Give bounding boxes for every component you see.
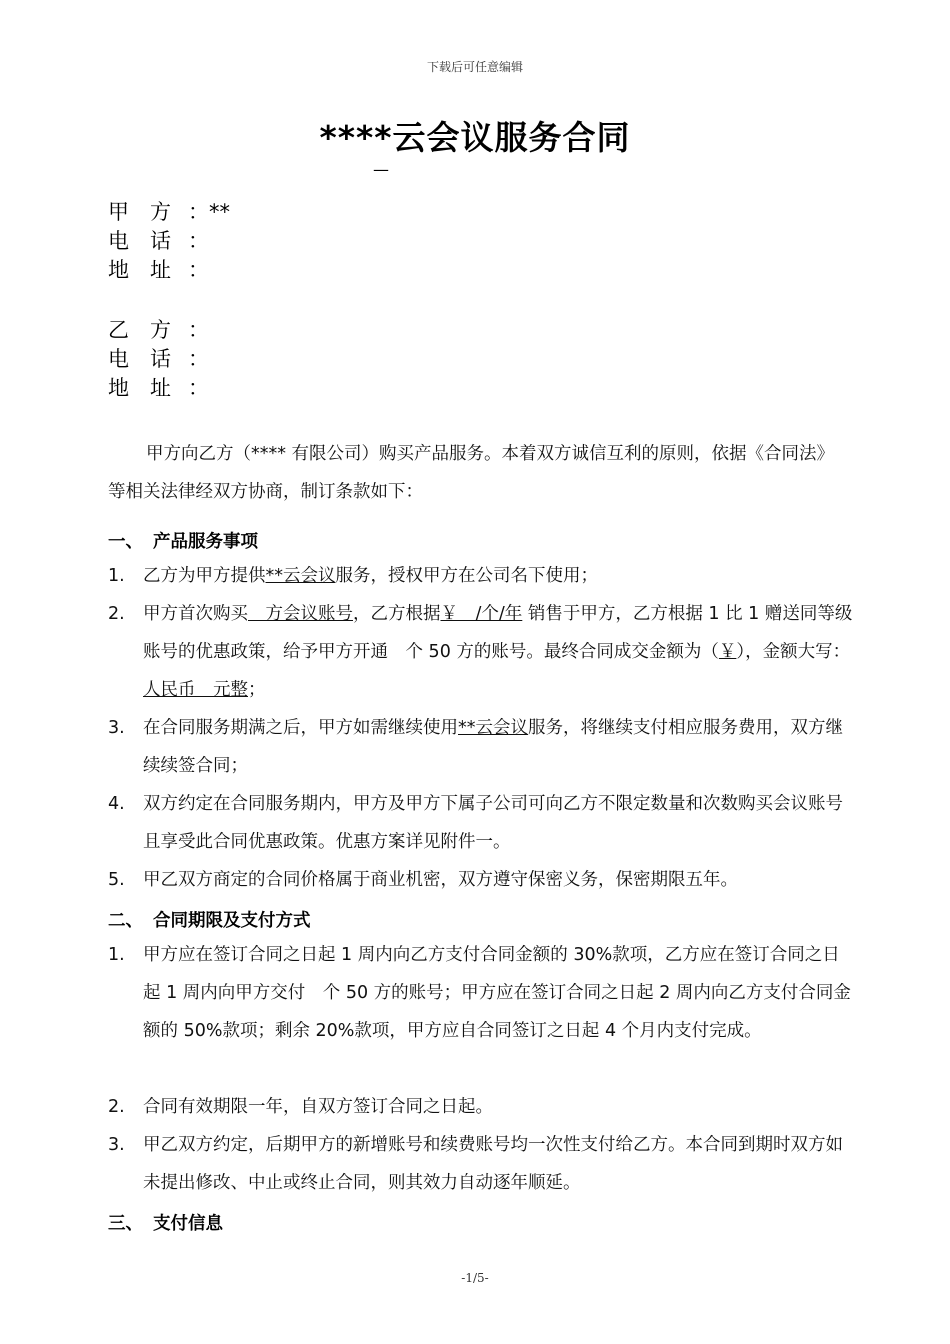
section-2-item-1	[108, 936, 853, 1050]
item-number: 2.	[108, 604, 125, 624]
section-1-heading	[108, 528, 258, 553]
section-3-heading	[108, 1210, 223, 1235]
colon: ：	[188, 347, 209, 371]
section-1-item-2	[108, 595, 853, 709]
party-a-name-value: **	[209, 200, 230, 224]
section-1-item-4	[108, 785, 853, 861]
item-number: 5.	[108, 870, 125, 890]
header-note: 下载后可任意编辑	[426, 60, 523, 74]
item-text: 乙方为甲方提供**云会议服务，授权甲方在公司名下使用；	[143, 566, 598, 586]
document-title: ****云会议服务合同	[319, 118, 631, 157]
colon: ：	[188, 200, 209, 224]
party-a-name	[108, 198, 230, 227]
section-2-number: 二、	[108, 911, 143, 931]
party-a-address-label: 地 址	[108, 258, 171, 282]
party-a-name-label: 甲 方	[108, 200, 171, 224]
item-text: 合同有效期限一年，自双方签订合同之日起。	[143, 1097, 493, 1117]
party-b-name-label: 乙 方	[108, 318, 171, 342]
item-text: 甲乙双方商定的合同价格属于商业机密，双方遵守保密义务，保密期限五年。	[143, 870, 738, 890]
item-number: 1.	[108, 566, 125, 586]
title-dash: —	[373, 160, 389, 179]
party-b-name	[108, 316, 209, 345]
section-1-item-5	[108, 861, 853, 899]
item-number: 1.	[108, 945, 125, 965]
section-2-title: 合同期限及支付方式	[153, 911, 311, 931]
item-text: 甲方首次购买 方会议账号，乙方根据￥ /个/年 销售于甲方，乙方根据 1 比 1 赠送同等级账号的优惠政策，给予甲方开通 个 50 方的账号。最终合同成交金额为（￥），金额大写：人民币 元整；	[143, 604, 853, 700]
item-text: 双方约定在合同服务期内，甲方及甲方下属子公司可向乙方不限定数量和次数购买会议账号且享受此合同优惠政策。优惠方案详见附件一。	[143, 794, 843, 852]
colon: ：	[188, 258, 209, 282]
section-2-heading	[108, 907, 311, 932]
section-2-item-3	[108, 1126, 853, 1202]
item-number: 4.	[108, 794, 125, 814]
item-text: 甲方应在签订合同之日起 1 周内向乙方支付合同金额的 30%款项，乙方应在签订合同之日起 1 周内向甲方交付 个 50 方的账号；甲方应在签订合同之日起 2 周内向乙方支付合同金额的 50%款项；剩余 20%款项，甲方应自合同签订之日起 4 个月内支付完成。	[143, 945, 851, 1041]
section-3-title: 支付信息	[153, 1214, 223, 1234]
colon: ：	[188, 376, 209, 400]
section-1-number: 一、	[108, 532, 143, 552]
party-b-phone	[108, 345, 209, 374]
item-number: 3.	[108, 1135, 125, 1155]
colon: ：	[188, 229, 209, 253]
section-1-title: 产品服务事项	[153, 532, 258, 552]
item-text: 甲乙双方约定，后期甲方的新增账号和续费账号均一次性支付给乙方。本合同到期时双方如未提出修改、中止或终止合同，则其效力自动逐年顺延。	[143, 1135, 843, 1193]
party-b-phone-label: 电 话	[108, 347, 171, 371]
colon: ：	[188, 318, 209, 342]
page-number: -1/5-	[461, 1271, 489, 1285]
party-b-address-label: 地 址	[108, 376, 171, 400]
party-a-phone-label: 电 话	[108, 229, 171, 253]
intro-paragraph: 甲方向乙方（**** 有限公司）购买产品服务。本着双方诚信互利的原则，依据《合同法》等相关法律经双方协商，制订条款如下：	[108, 444, 835, 502]
party-b-address	[108, 374, 209, 403]
section-1-item-3	[108, 709, 853, 785]
section-1-item-1	[108, 557, 853, 595]
party-a-address	[108, 256, 209, 285]
section-2-item-2	[108, 1088, 853, 1126]
party-a-phone	[108, 227, 209, 256]
item-number: 3.	[108, 718, 125, 738]
section-3-number: 三、	[108, 1214, 143, 1234]
item-number: 2.	[108, 1097, 125, 1117]
item-text: 在合同服务期满之后，甲方如需继续使用**云会议服务，将继续支付相应服务费用，双方继续续签合同；	[143, 718, 843, 776]
